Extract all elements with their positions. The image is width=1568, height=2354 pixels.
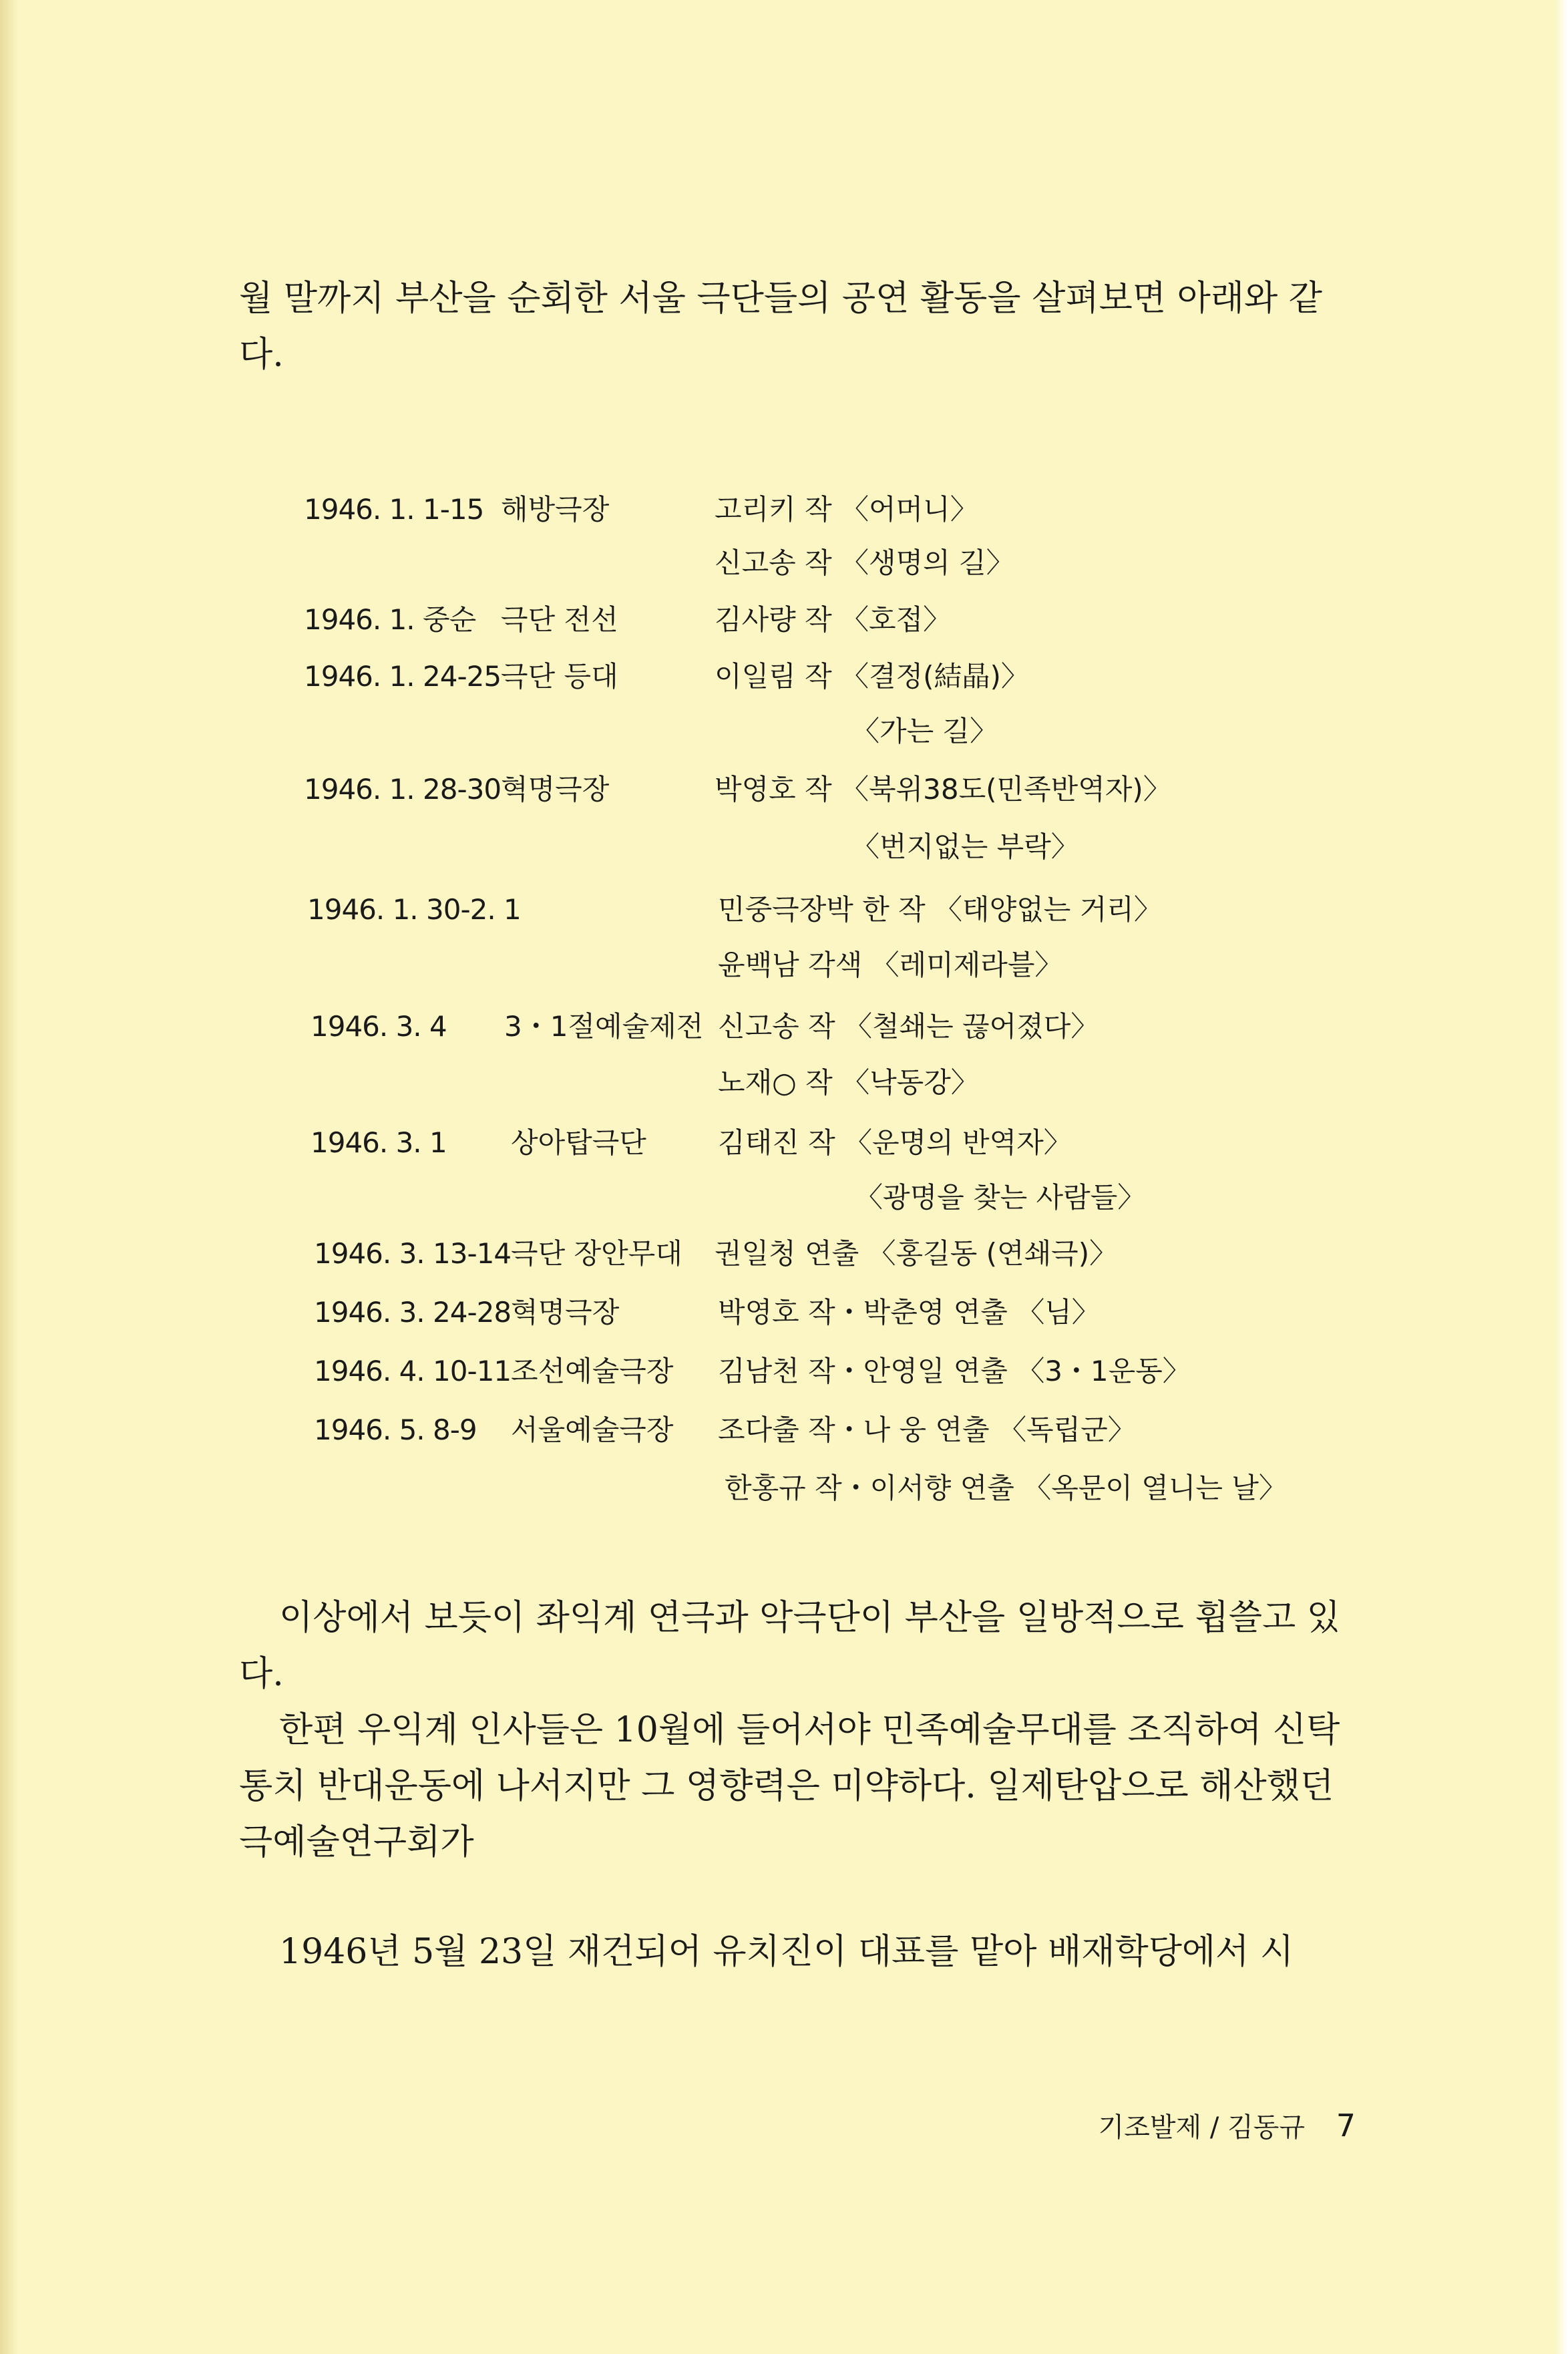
page-number: 7	[1336, 2108, 1356, 2144]
performance-work: 신고송 작 〈철쇄는 끊어졌다〉	[718, 1010, 1099, 1043]
performance-date: 1946. 3. 24-28	[314, 1296, 512, 1329]
performance-work: 노재○ 작 〈낙동강〉	[718, 1066, 979, 1099]
performance-work: 〈번지없는 부락〉	[851, 830, 1079, 863]
performance-date: 1946. 3. 4	[311, 1010, 447, 1043]
performance-date: 1946. 1. 중순	[304, 603, 476, 636]
performance-date: 1946. 1. 28-30	[304, 773, 502, 806]
performance-work: 박영호 작・박춘영 연출 〈님〉	[718, 1296, 1100, 1329]
performance-date: 1946. 1. 1-15	[304, 493, 484, 526]
performance-work: 이일림 작 〈결정(結晶)〉	[715, 660, 1029, 693]
performance-date: 1946. 5. 8-9	[314, 1413, 477, 1446]
performance-work: 조다출 작・나 웅 연출 〈독립군〉	[718, 1413, 1136, 1446]
performance-work: 김태진 작 〈운명의 반역자〉	[718, 1126, 1072, 1159]
performance-work: 한홍규 작・이서향 연출 〈옥문이 열니는 날〉	[725, 1472, 1287, 1504]
performance-date: 1946. 1. 30-2. 1	[307, 893, 521, 926]
performance-work: 윤백남 각색 〈레미제라블〉	[718, 949, 1063, 981]
performance-date: 1946. 4. 10-11	[314, 1355, 512, 1387]
performance-group: 상아탑극단	[511, 1126, 646, 1159]
performance-group: 극단 장안무대	[511, 1237, 682, 1270]
page-footer	[1099, 2106, 1356, 2146]
performance-work: 민중극장박 한 작 〈태양없는 거리〉	[718, 893, 1162, 926]
performance-work: 신고송 작 〈생명의 길〉	[715, 546, 1014, 579]
performance-work: 김사량 작 〈호접〉	[715, 603, 952, 636]
performance-group: 혁명극장	[501, 773, 610, 806]
performance-group: 극단 등대	[501, 660, 618, 693]
performance-work: 박영호 작 〈북위38도(민족반역자)〉	[715, 773, 1171, 806]
performance-work: 김남천 작・안영일 연출 〈3・1운동〉	[718, 1355, 1191, 1387]
performance-group: 해방극장	[501, 493, 610, 526]
page-left-edge	[0, 0, 19, 2354]
performance-group: 서울예술극장	[511, 1413, 674, 1446]
performance-date: 1946. 3. 13-14	[314, 1237, 512, 1270]
performance-group: 극단 전선	[501, 603, 618, 636]
body-paragraph: 한편 우익계 인사들은 10월에 들어서야 민족예술무대를 조직하여 신탁통치 반대운동에 나서지만 그 영향력은 미약하다. 일제탄압으로 해산했던 극예술연구회가	[239, 1710, 1340, 1862]
page-right-edge	[1555, 0, 1568, 2354]
performance-date: 1946. 3. 1	[311, 1126, 447, 1159]
performance-date: 1946. 1. 24-25	[304, 660, 502, 693]
performance-work: 〈광명을 찾는 사람들〉	[855, 1181, 1146, 1214]
performance-work: 고리키 작 〈어머니〉	[715, 493, 978, 526]
body-paragraph: 1946년 5월 23일 재건되어 유치진이 대표를 맡아 배재학당에서 시	[279, 1932, 1294, 1972]
performance-work: 〈가는 길〉	[851, 715, 998, 747]
performance-group: 조선예술극장	[511, 1355, 674, 1387]
performance-group: 3・1절예술제전	[504, 1010, 704, 1043]
running-title: 기조발제 / 김동규	[1098, 2112, 1305, 2143]
body-paragraph: 이상에서 보듯이 좌익계 연극과 악극단이 부산을 일방적으로 휩쓸고 있다.	[239, 1598, 1340, 1694]
intro-paragraph: 월 말까지 부산을 순회한 서울 극단들의 공연 활동을 살펴보면 아래와 같다.	[239, 279, 1323, 375]
performance-work: 권일청 연출 〈홍길동 (연쇄극)〉	[715, 1237, 1118, 1270]
performance-group: 혁명극장	[511, 1296, 620, 1329]
